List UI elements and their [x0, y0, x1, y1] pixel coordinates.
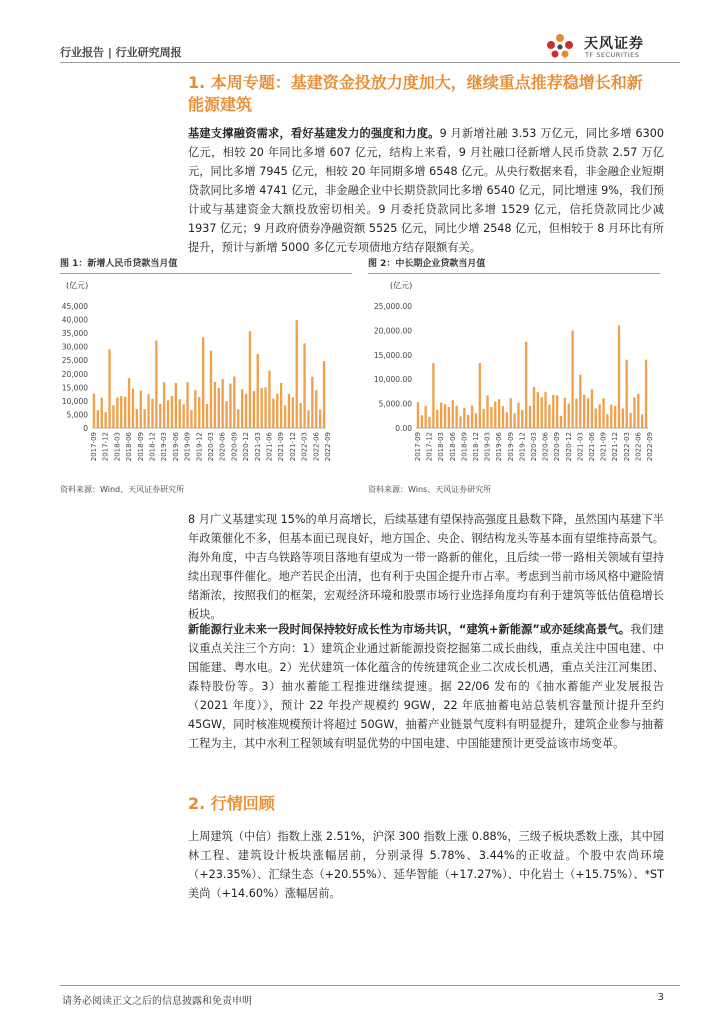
chart-2-bar — [618, 326, 620, 428]
chart-1-xtick: 2018-03 — [113, 432, 122, 462]
chart-2-bar — [637, 394, 639, 428]
figure-1-source: 资料来源：Wind、天风证券研究所 — [60, 485, 185, 494]
chart-1-bar — [249, 331, 251, 428]
chart-2-xtick: 2022-09 — [646, 432, 655, 462]
chart-1-bar — [93, 394, 95, 428]
chart-2-bar — [633, 397, 635, 428]
chart-2-bar — [595, 408, 597, 428]
figure-1-chart — [60, 274, 352, 480]
chart-2-bar — [606, 414, 608, 428]
chart-2-ytick: 20,000.00 — [373, 326, 412, 336]
chart-1-bar — [182, 404, 184, 428]
chart-2-bar — [548, 405, 550, 428]
chart-1-bar — [97, 410, 99, 428]
chart-1-xtick: 2022-03 — [300, 432, 309, 462]
brand-logo-icon — [540, 32, 580, 62]
chart-2-bar — [622, 408, 624, 428]
chart-1-bar — [128, 378, 130, 428]
chart-1-xtick: 2020-06 — [218, 432, 227, 462]
chart-1-xtick: 2020-09 — [230, 432, 239, 462]
chart-2-bar — [614, 406, 616, 428]
chart-2-bar — [471, 406, 473, 428]
chart-1-bar — [323, 361, 325, 428]
brand-name: 天风证券 — [584, 36, 644, 52]
chart-2-bar — [579, 375, 581, 428]
chart-1-bar — [171, 396, 173, 428]
chart-1-bar — [299, 403, 301, 428]
paragraph-financing-text: 9 月新增社融 3.53 万亿元，同比多增 6300 亿元，相较 20 年同比多增 607 亿元，结构上来看，9 月社融口径新增人民币贷款 2.57 万亿元，同比多增 7945 亿元，相较 20 年同期多增 6548 亿元。从央行数据来看，非金融企业短期贷款同比多增 4741 亿元，非金融企业中长期贷款同比多增 6540 亿元，同比增速 9%，我们预计或与基建资金大额投放密切相关。9 月委托贷款同比多增 1529 亿元，信托贷款同比少减 1937 亿元；9 月政府债券净融资额 5525 亿元，同比少增 2548 亿元，但相较于 8 月环比有所提升，预计与新增 5000 多亿元专项债地方结存限额有关。 — [188, 127, 664, 254]
paragraph-infrastructure — [188, 510, 664, 624]
chart-2-xtick: 2020-12 — [564, 432, 573, 462]
chart-1-bar — [167, 400, 169, 428]
chart-1-bar — [116, 398, 118, 428]
chart-2-xtick: 2020-09 — [553, 432, 562, 462]
chart-2-bar — [483, 409, 485, 428]
chart-2-xtick: 2018-03 — [437, 432, 446, 462]
chart-1-xtick: 2022-09 — [324, 432, 333, 462]
chart-2-xtick: 2021-06 — [588, 432, 597, 462]
chart-1-xtick: 2021-03 — [253, 432, 262, 462]
chart-1-bar — [194, 390, 196, 428]
chart-2-xtick: 2018-12 — [472, 432, 481, 462]
paragraph-new-energy-lead: 新能源行业未来一段时间保持较好成长性为市场共识，“建筑+新能源”或亦延续高景气。 — [188, 623, 631, 636]
chart-2-bar — [641, 414, 643, 428]
chart-2-bar — [517, 403, 519, 428]
chart-2-bar — [521, 410, 523, 428]
chart-2-bar — [529, 406, 531, 428]
header-divider — [60, 62, 680, 63]
paragraph-financing — [188, 124, 664, 257]
chart-1-bar — [319, 410, 321, 428]
chart-1-bar — [218, 388, 220, 428]
chart-2-bar — [459, 416, 461, 428]
chart-1-ytick: 40,000 — [61, 315, 88, 325]
chart-1-bar — [132, 389, 134, 428]
chart-1-bar — [276, 394, 278, 428]
chart-2-bar — [479, 363, 481, 428]
chart-1-bar — [214, 382, 216, 428]
chart-1-xtick: 2019-09 — [183, 432, 192, 462]
chart-1-bar — [112, 405, 114, 428]
chart-2-ytick: 15,000.00 — [373, 350, 412, 360]
paragraph-market-review — [188, 827, 664, 903]
chart-1-bar — [307, 410, 309, 428]
chart-1-xtick: 2018-09 — [136, 432, 145, 462]
chart-2-bar — [591, 389, 593, 428]
chart-2-bar — [440, 403, 442, 428]
chart-1-bar — [101, 398, 103, 428]
chart-2-xtick: 2020-06 — [541, 432, 550, 462]
chart-1-bar — [245, 394, 247, 428]
chart-1-bar — [268, 371, 270, 428]
figure-2-chart — [368, 274, 664, 480]
chart-1-xtick: 2020-03 — [207, 432, 216, 462]
chart-1-bar — [264, 387, 266, 428]
chart-1-bar — [260, 388, 262, 428]
paragraph-market-review-text: 上周建筑（中信）指数上涨 2.51%，沪深 300 指数上涨 0.88%，三级子板块悉数上涨，其中园林工程、建筑设计板块涨幅居前，分别录得 5.78%、3.44%的正收益。个股中农尚环境（+23.35%）、汇绿生态（+20.55%）、延华智能（+17.27%）、中化岩土（+15.75%）、*ST 美尚（+14.60%）涨幅居前。 — [188, 830, 664, 900]
chart-1-bar — [257, 354, 259, 428]
chart-2-bar — [587, 398, 589, 428]
chart-1-bar — [124, 397, 126, 428]
paragraph-new-energy-text: 我们建议重点关注三个方向：1）建筑企业通过新能源投资挖掘第二成长曲线，重点关注中国电建、中国能建、粤水电。2）光伏建筑一体化蕴含的传统建筑企业二次成长机遇，重点关注江河集团、森特股份等。3）抽水蓄能工程推进继续提速。据 22/06 发布的《抽水蓄能产业发展报告（2021 年度）》，预计 22 年投产规模约 9GW，22 年底抽蓄电站总装机容量预计提升至约 45GW，同时核准规模预计将超过 50GW，抽蓄产业链景气度料有明显提升，建筑企业参与抽蓄工程为主，其中水利工程领域有明显优势的中国电建、中国能建预计更受益该市场变革。 — [188, 623, 664, 750]
chart-1-bar — [151, 399, 153, 428]
chart-2-bar — [537, 392, 539, 428]
chart-1-ytick: 20,000 — [61, 369, 88, 379]
chart-1-bar — [241, 389, 243, 428]
chart-1-ytick: 0 — [83, 424, 88, 433]
chart-2-bar — [467, 415, 469, 428]
chart-2-bar — [490, 407, 492, 428]
chart-1-bar — [108, 349, 110, 428]
chart-2-xtick: 2022-03 — [622, 432, 631, 462]
chart-2-xtick: 2019-09 — [506, 432, 515, 462]
chart-1-ytick: 5,000 — [66, 410, 88, 420]
chart-1-bar — [280, 383, 282, 428]
chart-1-bar — [221, 379, 223, 428]
figure-2-source: 资料来源：Wins、天风证券研究所 — [368, 485, 492, 494]
chart-1-xtick: 2018-12 — [148, 432, 157, 462]
chart-2-ylabel: (亿元) — [390, 281, 413, 290]
chart-1-bar — [272, 399, 274, 428]
chart-1-bar — [311, 377, 313, 428]
chart-2-bar — [626, 360, 628, 428]
chart-1-bar — [202, 337, 204, 428]
chart-2-ytick: 25,000.00 — [373, 302, 412, 311]
chart-2-ytick: 10,000.00 — [373, 375, 412, 385]
section-1-title — [188, 72, 643, 116]
chart-2-bar — [541, 397, 543, 428]
chart-1-xtick: 2019-12 — [195, 432, 204, 462]
page-header — [60, 38, 680, 64]
page-number: 3 — [657, 992, 664, 1003]
chart-2-bar — [486, 395, 488, 428]
chart-2-bar — [610, 405, 612, 428]
chart-2-ytick: 0.00 — [395, 424, 412, 433]
chart-2-bar — [552, 395, 554, 428]
chart-2-xtick: 2021-09 — [599, 432, 608, 462]
chart-2-bar — [556, 395, 558, 428]
brand-subtitle: TF SECURITIES — [585, 51, 640, 59]
chart-2-bar — [525, 342, 527, 428]
chart-2-bar — [602, 398, 604, 428]
chart-1-ylabel: (亿元) — [66, 281, 89, 290]
footer-divider — [60, 985, 680, 986]
chart-2-bar — [645, 360, 647, 428]
chart-1-bar — [155, 340, 157, 428]
chart-2-xtick: 2019-12 — [518, 432, 527, 462]
chart-2-bar — [432, 363, 434, 428]
chart-1-bar — [175, 383, 177, 428]
paragraph-new-energy — [188, 620, 664, 753]
chart-2-bar — [571, 330, 573, 428]
chart-2-bar — [494, 402, 496, 428]
chart-2-bar — [583, 395, 585, 428]
chart-1-ytick: 15,000 — [61, 383, 88, 393]
chart-1-bar — [136, 409, 138, 428]
chart-1-bar — [198, 397, 200, 428]
chart-2-xtick: 2022-06 — [634, 432, 643, 462]
chart-1-bar — [147, 394, 149, 428]
chart-2-bar — [498, 399, 500, 428]
chart-1-bar — [163, 382, 165, 428]
chart-2-bar — [463, 408, 465, 428]
chart-1-bar — [315, 390, 317, 428]
chart-2-bar — [436, 410, 438, 428]
figure-1-title: 图 1：新增人民币贷款当月值 — [60, 256, 352, 274]
chart-2-bar — [444, 404, 446, 428]
paragraph-infrastructure-text: 8 月广义基建实现 15%的单月高增长，后续基建有望保持高强度且悬数下降，虽然国内基建下半年政策催化不多，但基本面已现良好，地方国企、央企、钢结构龙头等基本面有望维持高景气。海外角度，中吉乌铁路等项目落地有望成为一带一路新的催化，且后续一带一路相关领域有望持续出现事件催化。地产若民企出清，也有利于央国企提升市占率。考虑到当前市场风格中避险情绪渐浓，按照我们的框架，宏观经济环境和股票市场行业选择角度均有利于建筑等低估值稳增长板块。 — [188, 513, 664, 621]
chart-1-bar — [292, 397, 294, 428]
chart-1-ytick: 25,000 — [61, 356, 88, 366]
chart-2-bar — [629, 413, 631, 428]
chart-1-xtick: 2019-06 — [171, 432, 180, 462]
chart-1-xtick: 2021-12 — [288, 432, 297, 462]
chart-1-bar — [225, 401, 227, 428]
chart-2-bar — [513, 413, 515, 428]
chart-2-xtick: 2017-12 — [425, 432, 434, 462]
chart-2-bar — [568, 404, 570, 428]
section-1-title-line2: 能源建筑 — [188, 95, 253, 114]
chart-1-ytick: 45,000 — [61, 302, 88, 311]
chart-2-bar — [421, 415, 423, 428]
footer-disclaimer: 请务必阅读正文之后的信息披露和免责申明 — [62, 996, 252, 1007]
chart-1-bar — [186, 382, 188, 428]
chart-2-xtick: 2018-06 — [448, 432, 457, 462]
chart-1-bar — [140, 391, 142, 428]
chart-2-bar — [510, 398, 512, 428]
chart-1-bar — [206, 404, 208, 428]
chart-2-xtick: 2021-03 — [576, 432, 585, 462]
chart-2-bar — [544, 392, 546, 428]
chart-1-bar — [104, 412, 106, 428]
chart-1-bar — [159, 404, 161, 428]
chart-1-bar — [303, 343, 305, 428]
chart-2-bar — [560, 416, 562, 428]
chart-1-bar — [179, 399, 181, 428]
chart-1-bar — [288, 394, 290, 428]
chart-2-xtick: 2018-09 — [460, 432, 469, 462]
chart-1-bar — [296, 320, 298, 428]
chart-2-xtick: 2019-06 — [495, 432, 504, 462]
chart-2-bar — [564, 398, 566, 428]
chart-1-xtick: 2021-09 — [277, 432, 286, 462]
chart-1-bar — [284, 405, 286, 428]
chart-1-bar — [120, 396, 122, 428]
chart-2-bar — [455, 406, 457, 428]
figure-1 — [60, 256, 352, 494]
chart-1-bar — [253, 391, 255, 428]
chart-2-ytick: 5,000.00 — [378, 399, 412, 409]
chart-2-bar — [425, 406, 427, 428]
chart-2-xtick: 2017-09 — [414, 432, 423, 462]
chart-1-xtick: 2018-06 — [125, 432, 134, 462]
chart-1-bar — [210, 351, 212, 428]
brand-logo — [540, 32, 680, 62]
chart-1-bar — [190, 410, 192, 428]
chart-1-ytick: 10,000 — [61, 396, 88, 406]
chart-2-xtick: 2020-03 — [530, 432, 539, 462]
chart-1-ytick: 35,000 — [61, 329, 88, 339]
chart-2-bar — [452, 400, 454, 428]
chart-2-bar — [417, 402, 419, 428]
section-1-title-line1: 1. 本周专题：基建资金投放力度加大，继续重点推荐稳增长和新 — [188, 73, 643, 92]
chart-1-bar — [229, 384, 231, 428]
chart-1-bar — [143, 409, 145, 428]
figure-2-title: 图 2：中长期企业贷款当月值 — [368, 256, 660, 274]
chart-1-ytick: 30,000 — [61, 342, 88, 352]
chart-1-xtick: 2022-06 — [312, 432, 321, 462]
chart-1-xtick: 2019-03 — [160, 432, 169, 462]
chart-2-xtick: 2021-12 — [611, 432, 620, 462]
chart-1-xtick: 2020-12 — [242, 432, 251, 462]
chart-1-xtick: 2017-09 — [90, 432, 99, 462]
chart-2-bar — [599, 405, 601, 428]
paragraph-financing-lead: 基建支撑融资需求，看好基建发力的强度和力度。 — [188, 127, 440, 140]
report-category: 行业报告 | 行业研究周报 — [60, 46, 182, 59]
chart-2-bar — [502, 406, 504, 428]
chart-2-bar — [475, 413, 477, 428]
chart-2-bar — [575, 399, 577, 428]
chart-1-bar — [233, 376, 235, 428]
chart-1-bar — [237, 409, 239, 428]
chart-2-bar — [533, 387, 535, 428]
chart-2-bar — [428, 417, 430, 428]
chart-2-bar — [448, 407, 450, 428]
chart-1-xtick: 2017-12 — [101, 432, 110, 462]
section-2-title: 2. 行情回顾 — [188, 794, 275, 813]
figure-2 — [368, 256, 660, 494]
chart-2-bar — [506, 412, 508, 428]
chart-1-xtick: 2021-06 — [265, 432, 274, 462]
chart-2-xtick: 2019-03 — [483, 432, 492, 462]
